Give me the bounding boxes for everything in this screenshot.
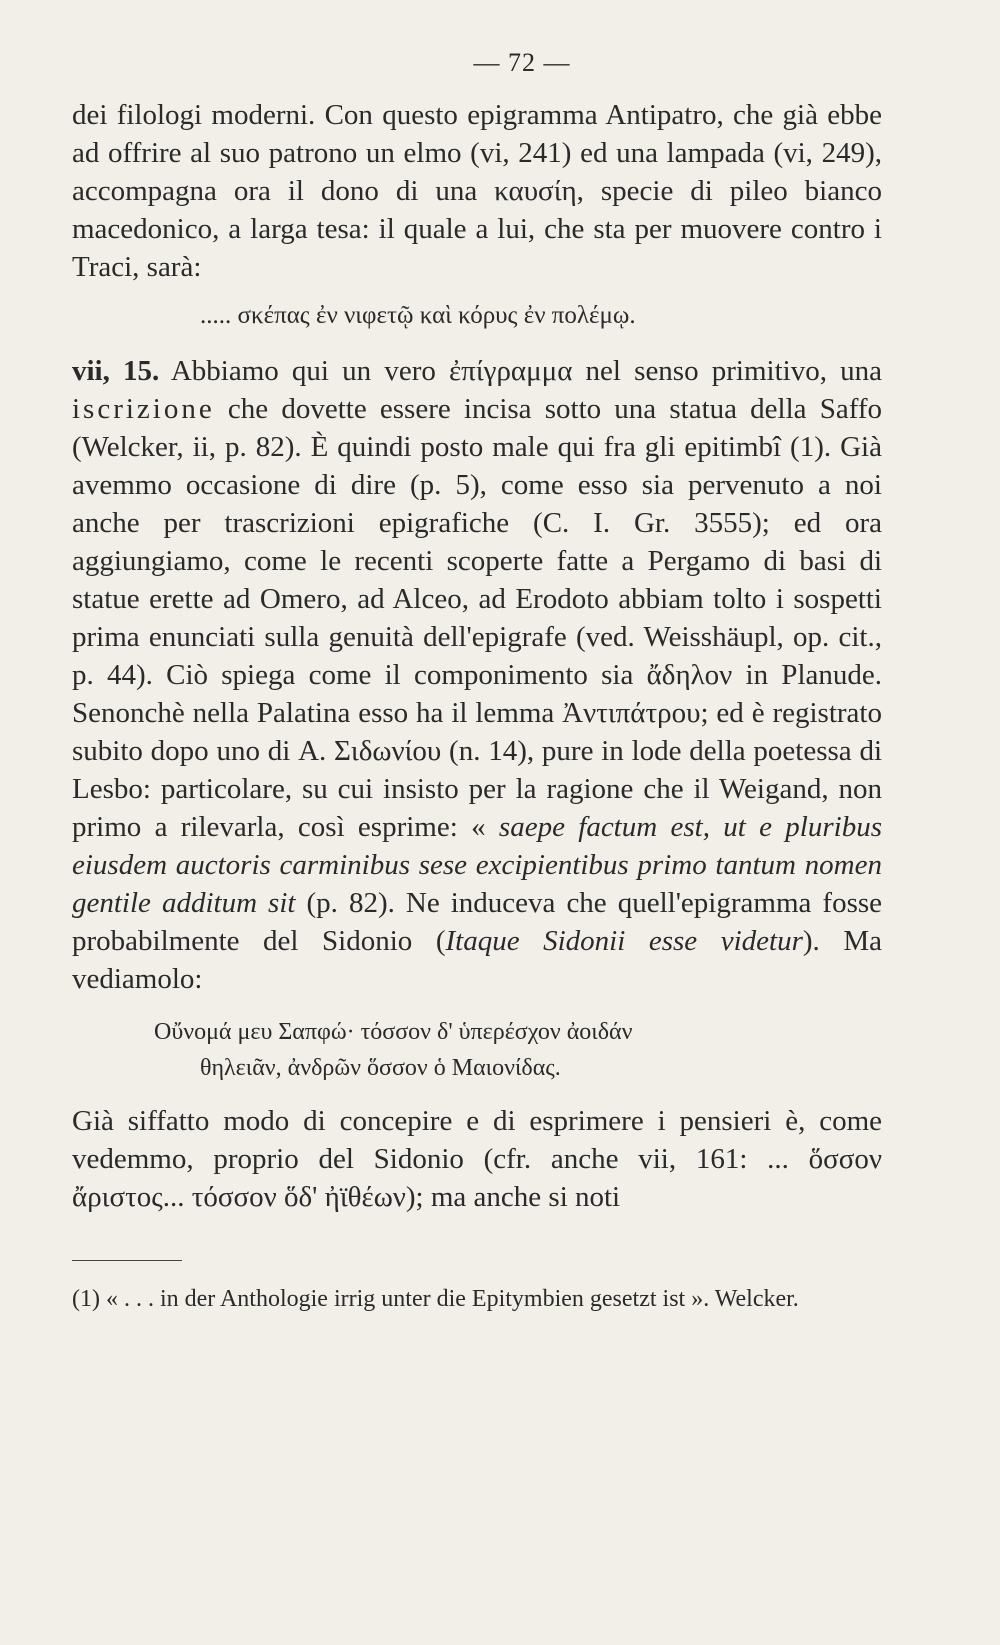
paragraph-2-part-a: Abbiamo qui un vero ἐπίγραμμα nel senso primitivo, una — [170, 355, 882, 387]
verse-line-1: Οὔνομά μευ Σαπφώ· τόσσον δ' ὑπερέσχον ἀοιδάν — [154, 1019, 633, 1045]
section-reference: vii, 15. — [72, 355, 160, 387]
paragraph-2-latin-quote-2: Itaque Sidonii esse videtur — [445, 925, 803, 957]
footnote: (1) « . . . in der Anthologie irrig unter die Epitymbien gesetzt ist ». Welcker. — [72, 1286, 799, 1312]
paragraph-2-spaced-word: iscrizione — [72, 393, 215, 425]
paragraph-2-part-d: ). Ma vediamolo: — [72, 925, 882, 995]
footnote-divider — [72, 1260, 182, 1261]
page-number: — 72 — — [473, 48, 571, 77]
paragraph-3: Già siffatto modo di concepire e di esprimere i pensieri è, come vedemmo, proprio del Sidonio (cfr. anche vii, 161: ... ὅσσον ἄριστος... τόσσον ὅδ' ἠϊθέων); ma anche si noti — [72, 1105, 882, 1213]
paragraph-2 — [72, 352, 882, 998]
paragraph-2-part-b: che dovette essere incisa sotto una statua della Saffo (Welcker, ii, p. 82). È quindi posto male qui fra gli epitimbî (1). Già avemmo occasione di dire (p. 5), come esso sia pervenuto a noi anche per trascrizioni epigrafiche (C. I. Gr. 3555); ed ora aggiungiamo, come le recenti scoperte fatte a Pergamo di basi di statue erette ad Omero, ad Alceo, ad Erodoto abbiam tolto i sospetti prima enunciati sulla genuità dell'epigrafe (ved. Weisshäupl, op. cit., p. 44). Ciò spiega come il componimento sia ἄδηλον in Planude. Senonchè nella Palatina esso ha il lemma Ἀντιπάτρου; ed è registrato subito dopo uno di Α. Σιδωνίου (n. 14), pure in lode della poetessa di Lesbo: particolare, su cui insisto per la ragione che il Weigand, non primo a rilevarla, così esprime: « — [72, 393, 883, 843]
paragraph-2-part-c: (p. 82). Ne induceva che quell'epigramma fosse probabilmente del Sidonio ( — [72, 887, 883, 957]
paragraph-1: dei filologi moderni. Con questo epigramma Antipatro, che già ebbe ad offrire al suo patrono un elmo (vi, 241) ed una lampada (vi, 249), accompagna ora il dono di una καυσίη, specie di pileo bianco macedonico, a larga tesa: il quale a lui, che sta per muovere contro i Traci, sarà: — [72, 99, 882, 283]
paragraph-2-latin-quote: saepe factum est, ut e pluribus eiusdem auctoris carminibus sese excipientibus primo tantum nomen gentile additum sit — [72, 811, 882, 919]
greek-quote: ..... σκέπας ἐν νιφετῷ καὶ κόρυς ἐν πολέμῳ. — [200, 302, 636, 329]
greek-verse — [72, 1014, 882, 1086]
verse-line-2: θηλειᾶν, ἀνδρῶν ὅσσον ὁ Μαιονίδας. — [200, 1055, 561, 1081]
